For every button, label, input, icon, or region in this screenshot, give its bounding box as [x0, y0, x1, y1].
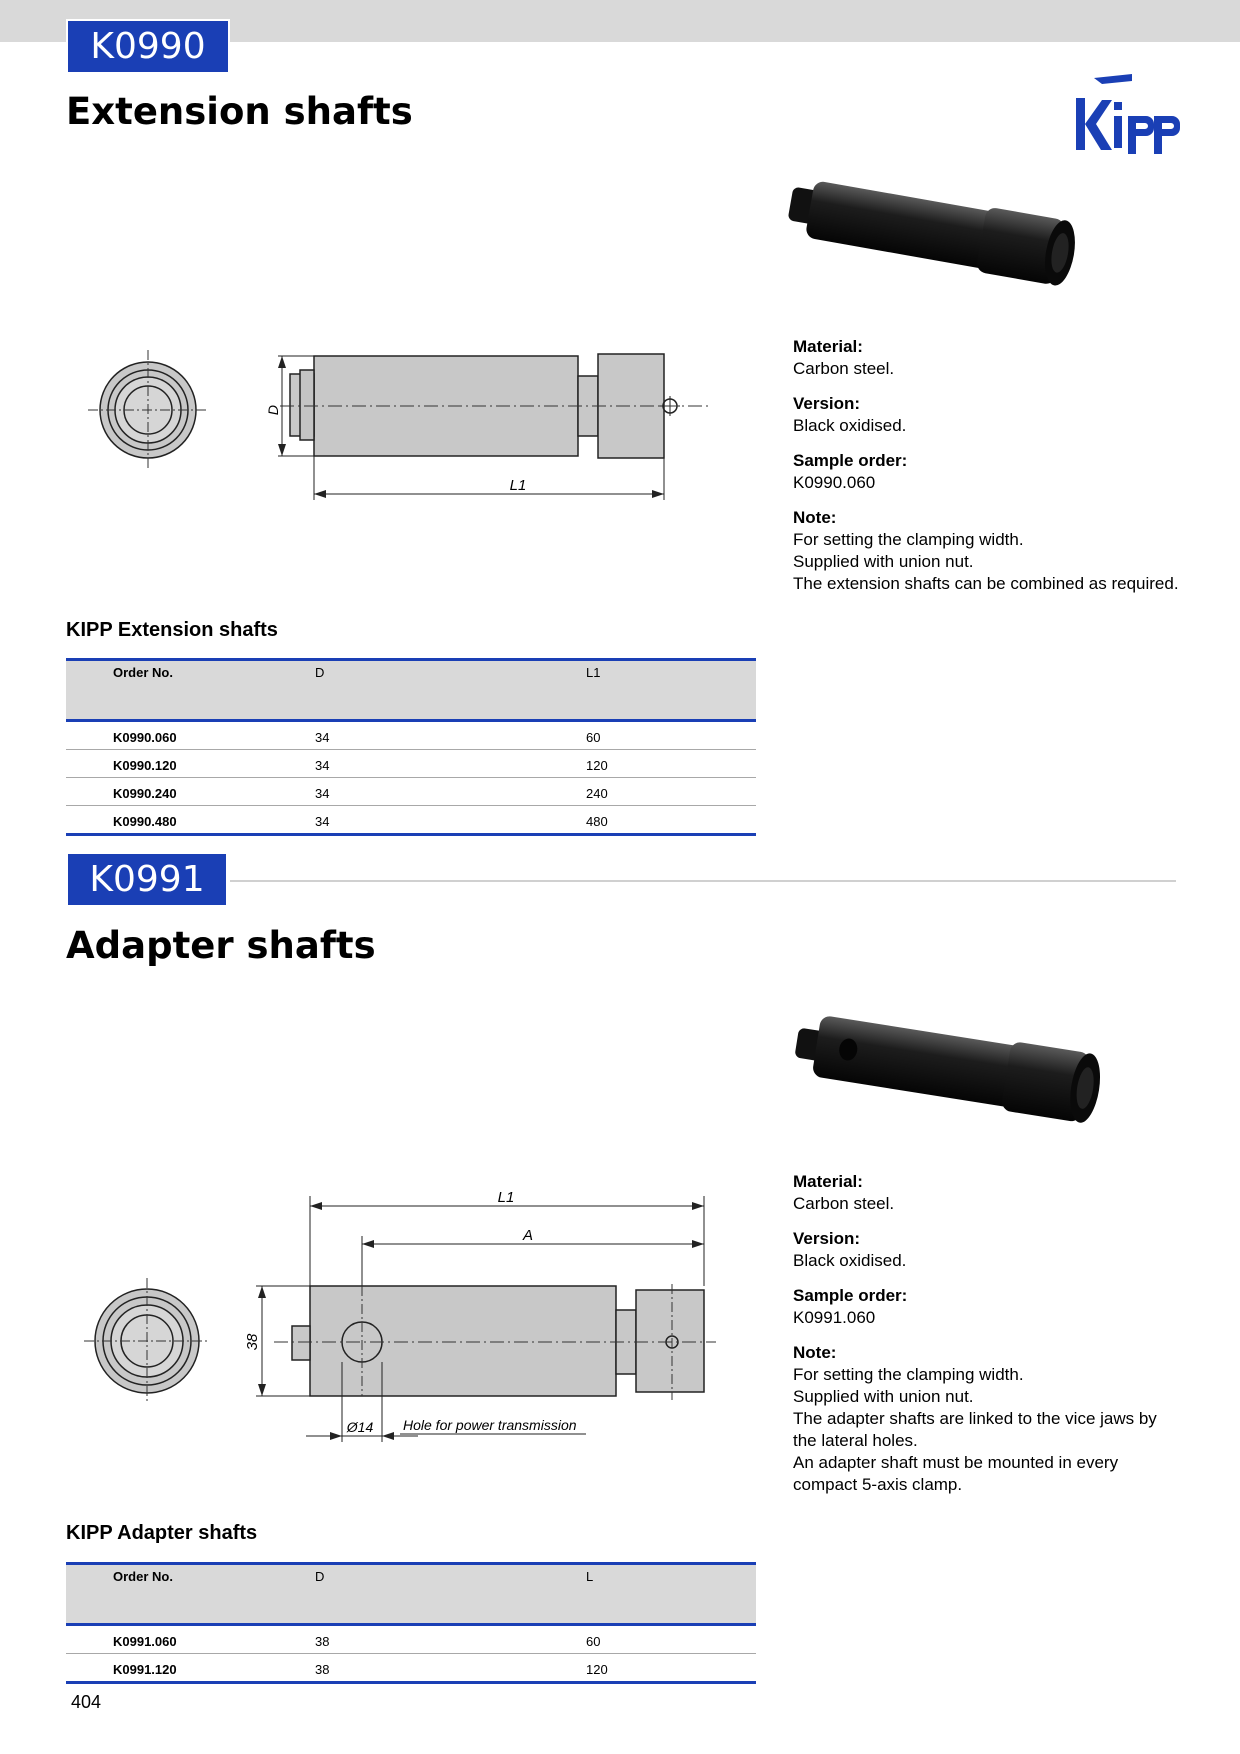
- cell-order-no: K0990.480: [113, 814, 177, 829]
- cell-l: 120: [586, 1662, 608, 1677]
- material-value: Carbon steel.: [793, 1194, 895, 1213]
- cell-l1: 120: [586, 758, 608, 773]
- note-line: The extension shafts can be combined as required.: [793, 574, 1179, 593]
- dim-l1-label: L1: [509, 477, 527, 494]
- note-line: compact 5-axis clamp.: [793, 1475, 963, 1494]
- kipp-logo-mark: [1076, 74, 1180, 154]
- cell-l: 60: [586, 1634, 601, 1649]
- table-header: [66, 1565, 756, 1626]
- cell-d: 34: [315, 730, 330, 745]
- cell-order-no: K0990.060: [113, 730, 177, 745]
- header-order-no: Order No.: [113, 665, 173, 680]
- note-line: Supplied with union nut.: [793, 1387, 974, 1406]
- note-label: Note:: [793, 1343, 837, 1362]
- note-line: For setting the clamping width.: [793, 530, 1024, 549]
- table-row: [66, 750, 756, 778]
- dim-d-label: D: [265, 404, 281, 416]
- note-line: An adapter shaft must be mounted in every: [793, 1453, 1119, 1472]
- dim-d14-label: Ø14: [346, 1419, 374, 1435]
- table-header: [66, 661, 756, 722]
- header-d: D: [315, 665, 325, 680]
- material-label: Material:: [793, 337, 863, 356]
- adapter-shaft-photo: [785, 1003, 1105, 1153]
- section-divider: [230, 880, 1176, 882]
- product-code-badge-2: [66, 852, 228, 907]
- product-code-2: K0991: [89, 859, 205, 900]
- table-caption-2: KIPP Adapter shafts: [66, 1522, 258, 1544]
- version-value: Black oxidised.: [793, 416, 907, 435]
- cell-l1: 480: [586, 814, 608, 829]
- header-l1: L1: [586, 665, 601, 680]
- extension-shaft-end-view: [88, 350, 208, 470]
- table-row: [66, 806, 756, 836]
- version-label: Version:: [793, 394, 861, 413]
- spec-block-2: [793, 1171, 1193, 1496]
- page-number: 404: [71, 1692, 102, 1712]
- section-title: Adapter shafts: [66, 924, 376, 967]
- version-label: Version:: [793, 1229, 861, 1248]
- product-code: K0990: [90, 26, 206, 67]
- product-code-badge: [66, 19, 230, 74]
- table-caption: KIPP Extension shafts: [66, 619, 278, 641]
- extension-shaft-side-view: [260, 348, 720, 508]
- header-l: L: [586, 1569, 594, 1584]
- spec-block-1: [793, 336, 1193, 595]
- table-row: [66, 722, 756, 750]
- table-row: [66, 1626, 756, 1654]
- dim-l1-label-2: L1: [497, 1189, 515, 1206]
- page-title: Extension shafts: [66, 90, 413, 133]
- note-line: the lateral holes.: [793, 1431, 918, 1450]
- order-table-1: [66, 658, 756, 836]
- cell-order-no: K0991.060: [113, 1634, 177, 1649]
- sample-order-value: K0991.060: [793, 1308, 876, 1327]
- note-line: For setting the clamping width.: [793, 1365, 1024, 1384]
- cell-d: 38: [315, 1634, 330, 1649]
- order-table-2: [66, 1562, 756, 1684]
- cell-order-no: K0990.240: [113, 786, 177, 801]
- note-label: Note:: [793, 508, 837, 527]
- header-order-no: Order No.: [113, 1569, 173, 1584]
- kipp-logo: [1072, 72, 1186, 162]
- sample-order-label: Sample order:: [793, 451, 908, 470]
- sample-order-value: K0990.060: [793, 473, 876, 492]
- cell-d: 34: [315, 786, 330, 801]
- header-d: D: [315, 1569, 325, 1584]
- cell-order-no: K0991.120: [113, 1662, 177, 1677]
- dim-a-label: A: [522, 1227, 534, 1244]
- version-value: Black oxidised.: [793, 1251, 907, 1270]
- note-line: The adapter shafts are linked to the vice jaws by: [793, 1409, 1157, 1428]
- table-row: [66, 778, 756, 806]
- dim-38-label: 38: [244, 1333, 261, 1351]
- sample-order-label: Sample order:: [793, 1286, 908, 1305]
- material-label: Material:: [793, 1172, 863, 1191]
- cell-l1: 240: [586, 786, 608, 801]
- extension-shaft-photo: [780, 172, 1090, 312]
- hole-note-label: Hole for power transmission: [403, 1417, 577, 1433]
- cell-d: 34: [315, 814, 330, 829]
- adapter-shaft-side-view: [240, 1186, 720, 1456]
- material-value: Carbon steel.: [793, 359, 895, 378]
- cell-d: 38: [315, 1662, 330, 1677]
- note-line: Supplied with union nut.: [793, 552, 974, 571]
- table-row: [66, 1654, 756, 1684]
- adapter-shaft-end-view: [84, 1278, 210, 1404]
- cell-order-no: K0990.120: [113, 758, 177, 773]
- cell-l1: 60: [586, 730, 601, 745]
- cell-d: 34: [315, 758, 330, 773]
